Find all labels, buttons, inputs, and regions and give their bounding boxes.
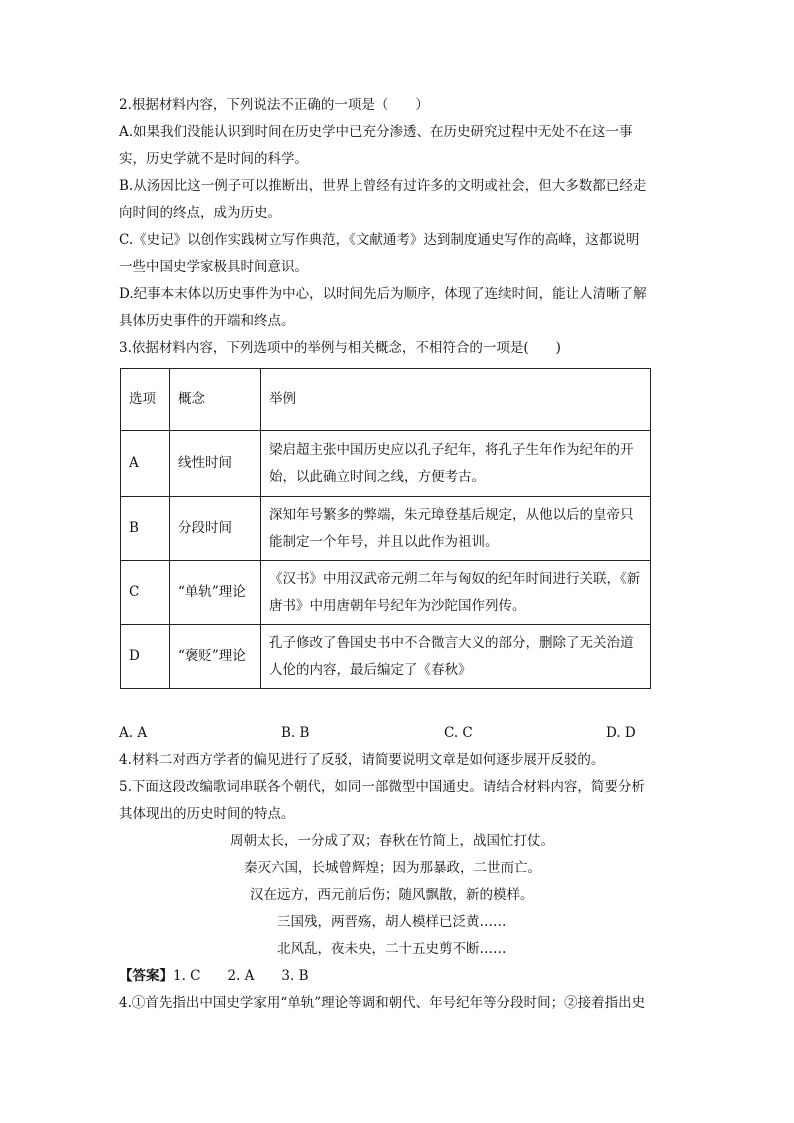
table-row bbox=[121, 431, 651, 497]
answer-line bbox=[119, 966, 309, 986]
q2-stem: 2.根据材料内容，下列说法不正确的一项是（ ） bbox=[119, 97, 429, 113]
q2-option-d-line2: 具体历史事件的开端和终点。 bbox=[119, 313, 295, 329]
q3-table bbox=[120, 368, 651, 689]
table-row bbox=[121, 497, 651, 561]
poem-line: 北风乱，夜未央，二十五史剪不断…… bbox=[277, 941, 507, 957]
header-concept: 概念 bbox=[170, 369, 261, 431]
q3-option-a: A. A bbox=[119, 725, 148, 741]
q3-option-c: C. C bbox=[444, 725, 473, 741]
q5-stem-line2: 其体现出的历史时间的特点。 bbox=[119, 806, 295, 822]
row-concept: “褒贬”理论 bbox=[170, 625, 261, 689]
poem-line: 秦灭六国，长城曾辉煌；因为那暴政，二世而亡。 bbox=[244, 860, 541, 876]
poem-line: 三国残，两晋殇，胡人模样已泛黄…… bbox=[277, 914, 507, 930]
header-example: 举例 bbox=[261, 369, 651, 431]
row-option: D bbox=[121, 625, 170, 689]
q3-stem: 3.依据材料内容，下列选项中的举例与相关概念，不相符合的一项是( ) bbox=[119, 340, 561, 356]
q2-option-b-line1: B.从汤因比这一例子可以推断出，世界上曾经有过许多的文明或社会，但大多数都已经走 bbox=[119, 178, 647, 194]
answer-4: 4.①首先指出中国史学家用“单轨”理论等调和朝代、年号纪年等分段时间；②接着指出史 bbox=[119, 995, 646, 1011]
poem-line: 周朝太长，一分成了双；春秋在竹简上，战国忙打仗。 bbox=[230, 833, 554, 849]
answer-items: 1. C 2. A 3. B bbox=[173, 968, 309, 984]
q2-option-d-line1: D.纪事本末体以历史事件为中心，以时间先后为顺序，体现了连续时间，能让人清晰了解 bbox=[119, 286, 647, 302]
row-option: A bbox=[121, 431, 170, 497]
row-option: B bbox=[121, 497, 170, 561]
q2-option-b-line2: 向时间的终点，成为历史。 bbox=[119, 205, 281, 221]
q2-option-a-line2: 实，历史学就不是时间的科学。 bbox=[119, 151, 308, 167]
answer-label: 【答案】 bbox=[119, 968, 173, 984]
row-option: C bbox=[121, 561, 170, 625]
q4-stem: 4.材料二对西方学者的偏见进行了反驳，请简要说明文章是如何逐步展开反驳的。 bbox=[119, 752, 605, 768]
q2-option-a-line1: A.如果我们没能认识到时间在历史学中已充分渗透、在历史研究过程中无处不在这一事 bbox=[119, 124, 633, 140]
header-option: 选项 bbox=[121, 369, 170, 431]
table-header-row bbox=[121, 369, 651, 431]
row-example: 深知年号繁多的弊端，朱元璋登基后规定，从他以后的皇帝只能制定一个年号，并且以此作为祖训。 bbox=[261, 497, 651, 561]
q2-option-c-line1: C.《史记》以创作实践树立写作典范，《文献通考》达到制度通史写作的高峰，这都说明 bbox=[119, 232, 640, 248]
table-row bbox=[121, 561, 651, 625]
q3-option-d: D. D bbox=[606, 725, 636, 741]
q5-stem-line1: 5.下面这段改编歌词串联各个朝代，如同一部微型中国通史。请结合材料内容，简要分析 bbox=[119, 779, 645, 795]
q3-option-b: B. B bbox=[281, 725, 310, 741]
row-example: 孔子修改了鲁国史书中不合微言大义的部分，删除了无关治道人伦的内容，最后编定了《春秋》 bbox=[261, 625, 651, 689]
table-row bbox=[121, 625, 651, 689]
row-concept: “单轨”理论 bbox=[170, 561, 261, 625]
row-concept: 线性时间 bbox=[170, 431, 261, 497]
row-concept: 分段时间 bbox=[170, 497, 261, 561]
row-example: 梁启超主张中国历史应以孔子纪年，将孔子生年作为纪年的开始，以此确立时间之线，方便考古。 bbox=[261, 431, 651, 497]
q2-option-c-line2: 一些中国史学家极具时间意识。 bbox=[119, 259, 308, 275]
row-example: 《汉书》中用汉武帝元朔二年与匈奴的纪年时间进行关联，《新唐书》中用唐朝年号纪年为沙陀国作列传。 bbox=[261, 561, 651, 625]
poem-line: 汉在远方，西元前后伤；随风飘散，新的模样。 bbox=[250, 887, 534, 903]
